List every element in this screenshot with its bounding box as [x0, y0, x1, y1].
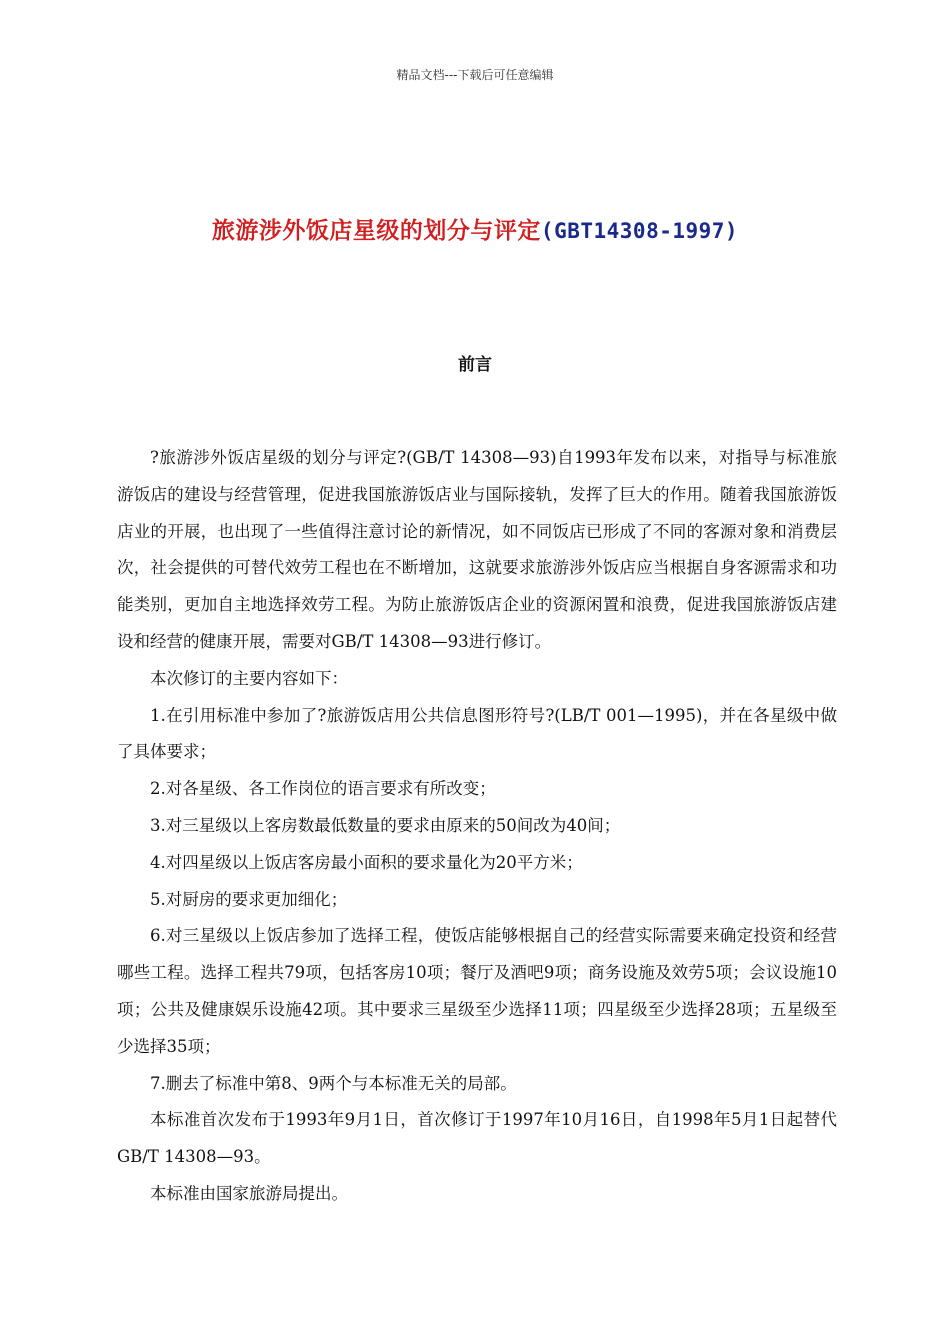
paragraph-item-2: 2.对各星级、各工作岗位的语言要求有所改变； [150, 779, 496, 799]
paragraph-item-6: 6.对三星级以上饭店参加了选择工程，使饭店能够根据自己的经营实际需要来确定投资和经营哪些工程。选择工程共79项，包括客房10项；餐厅及酒吧9项；商务设施及效劳5项；会议设施10项；公共及健康娱乐设施42项。其中要求三星级至少选择11项；四星级至少选择28项；五星级至少选择35项； [117, 926, 837, 1056]
paragraph-publication-history: 本标准首次发布于1993年9月1日，首次修订于1997年10月16日，自1998年5月1日起替代GB/T 14308—93。 [117, 1110, 837, 1167]
paragraph-intro: ?旅游涉外饭店星级的划分与评定?(GB/T 14308—93)自1993年发布以来，对指导与标准旅游饭店的建设与经营管理，促进我国旅游饭店业与国际接轨，发挥了巨大的作用。随着我国旅游饭店业的开展，也出现了一些值得注意讨论的新情况，如不同饭店已形成了不同的客源对象和消费层次，社会提供的可替代效劳工程也在不断增加，这就要求旅游涉外饭店应当根据自身客源需求和功能类别，更加自主地选择效劳工程。为防止旅游饭店企业的资源闲置和浪费，促进我国旅游饭店建设和经营的健康开展，需要对GB/T 14308—93进行修订。 [117, 448, 837, 651]
foreword-body [117, 440, 837, 1213]
header-note: 精品文档---下载后可任意编辑 [396, 68, 554, 82]
paragraph-revision-lead: 本次修订的主要内容如下： [150, 668, 348, 688]
paragraph-item-5: 5.对厨房的要求更加细化； [150, 889, 348, 909]
document-title [0, 212, 950, 245]
title-chinese: 旅游涉外饭店星级的划分与评定 [211, 218, 541, 244]
paragraph-item-1: 1.在引用标准中参加了?旅游饭店用公共信息图形符号?(LB/T 001—1995)，并在各星级中做了具体要求； [117, 705, 837, 762]
paragraph-item-7: 7.删去了标准中第8、9两个与本标准无关的局部。 [150, 1073, 517, 1093]
section-heading-foreword: 前言 [458, 355, 492, 375]
paragraph-proposer: 本标准由国家旅游局提出。 [150, 1183, 348, 1203]
paragraph-item-4: 4.对四星级以上饭店客房最小面积的要求量化为20平方米； [150, 852, 583, 872]
paragraph-item-3: 3.对三星级以上客房数最低数量的要求由原来的50间改为40间； [150, 815, 621, 835]
title-standard-code: (GBT14308-1997) [540, 219, 739, 243]
